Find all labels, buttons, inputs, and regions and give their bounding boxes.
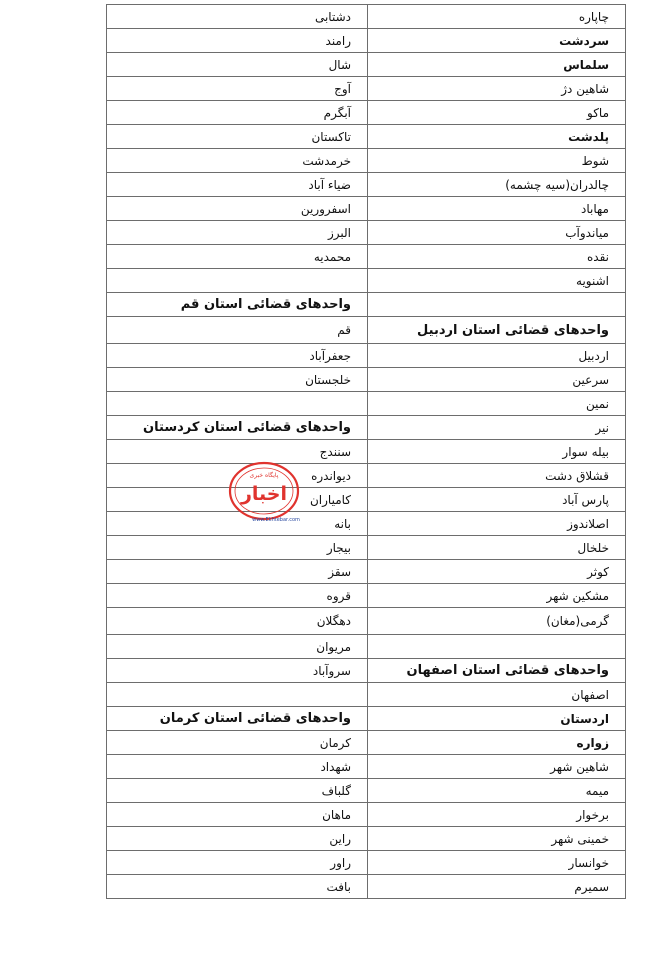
table-row bbox=[107, 245, 626, 269]
table-row bbox=[107, 875, 626, 899]
court-cell-right: پارس آباد bbox=[368, 488, 626, 512]
court-cell-right: مهاباد bbox=[368, 197, 626, 221]
table-row bbox=[107, 779, 626, 803]
table-row bbox=[107, 827, 626, 851]
court-cell-right: اردستان bbox=[368, 707, 626, 731]
table-row bbox=[107, 77, 626, 101]
province-heading-cell: واحدهای قضائی استان کرمان bbox=[107, 707, 368, 731]
court-cell-right: زواره bbox=[368, 731, 626, 755]
table-row bbox=[107, 608, 626, 635]
court-cell-right: ماکو bbox=[368, 101, 626, 125]
court-cell-right: سرعین bbox=[368, 368, 626, 392]
court-cell-left: راور bbox=[107, 851, 368, 875]
court-cell-right: گرمی(مغان) bbox=[368, 608, 626, 635]
court-cell-right: اردبیل bbox=[368, 344, 626, 368]
court-cell-left: بانه bbox=[107, 512, 368, 536]
table-row bbox=[107, 173, 626, 197]
watermark-url-text: www.Ekhtebar.com bbox=[252, 517, 300, 523]
court-cell-right: نقده bbox=[368, 245, 626, 269]
court-cell-right: برخوار bbox=[368, 803, 626, 827]
court-cell-left: دشتابی bbox=[107, 5, 368, 29]
table-row bbox=[107, 293, 626, 317]
table-row bbox=[107, 344, 626, 368]
court-cell-left: سنندج bbox=[107, 440, 368, 464]
court-cell-left: البرز bbox=[107, 221, 368, 245]
table-row bbox=[107, 803, 626, 827]
table-row bbox=[107, 731, 626, 755]
court-cell-left: آوج bbox=[107, 77, 368, 101]
table-row bbox=[107, 149, 626, 173]
court-cell-right bbox=[368, 635, 626, 659]
table-row bbox=[107, 125, 626, 149]
court-cell-left: بافت bbox=[107, 875, 368, 899]
court-cell-right: شاهین شهر bbox=[368, 755, 626, 779]
court-cell-right: بیله سوار bbox=[368, 440, 626, 464]
court-cell-right: اشنویه bbox=[368, 269, 626, 293]
court-cell-left: گلباف bbox=[107, 779, 368, 803]
court-cell-left: دیواندره bbox=[107, 464, 368, 488]
table-row bbox=[107, 659, 626, 683]
court-cell-right: قشلاق دشت bbox=[368, 464, 626, 488]
table-row bbox=[107, 29, 626, 53]
province-heading-cell: واحدهای قضائی استان قم bbox=[107, 293, 368, 317]
court-cell-right: شوط bbox=[368, 149, 626, 173]
court-cell-left: راین bbox=[107, 827, 368, 851]
court-cell-right: خمینی شهر bbox=[368, 827, 626, 851]
court-cell-left bbox=[107, 392, 368, 416]
court-cell-left: خلجستان bbox=[107, 368, 368, 392]
court-cell-left: بیجار bbox=[107, 536, 368, 560]
court-cell-left: اسفرورین bbox=[107, 197, 368, 221]
table-row bbox=[107, 635, 626, 659]
court-cell-left: قم bbox=[107, 317, 368, 344]
court-cell-right: نیر bbox=[368, 416, 626, 440]
table-row bbox=[107, 584, 626, 608]
table-row bbox=[107, 5, 626, 29]
court-cell-left: تاکستان bbox=[107, 125, 368, 149]
court-cell-right: سردشت bbox=[368, 29, 626, 53]
court-cell-right: سلماس bbox=[368, 53, 626, 77]
court-cell-left bbox=[107, 683, 368, 707]
court-cell-left: آبگرم bbox=[107, 101, 368, 125]
court-cell-left: مریوان bbox=[107, 635, 368, 659]
watermark-main-text: اخبار bbox=[240, 483, 288, 505]
table-row bbox=[107, 560, 626, 584]
table-row bbox=[107, 197, 626, 221]
court-cell-left: رامند bbox=[107, 29, 368, 53]
table-row bbox=[107, 683, 626, 707]
courts-table bbox=[106, 4, 626, 899]
court-cell-right: چاپاره bbox=[368, 5, 626, 29]
court-cell-left: سروآباد bbox=[107, 659, 368, 683]
table-row bbox=[107, 488, 626, 512]
court-cell-left: جعفرآباد bbox=[107, 344, 368, 368]
court-cell-left: سقز bbox=[107, 560, 368, 584]
court-cell-left: شال bbox=[107, 53, 368, 77]
court-cell-right bbox=[368, 293, 626, 317]
court-cell-right: پلدشت bbox=[368, 125, 626, 149]
court-cell-left bbox=[107, 269, 368, 293]
court-cell-left: ماهان bbox=[107, 803, 368, 827]
watermark-seal bbox=[224, 457, 308, 527]
table-row bbox=[107, 101, 626, 125]
table-row bbox=[107, 269, 626, 293]
court-cell-right: مشکین شهر bbox=[368, 584, 626, 608]
court-cell-right: میمه bbox=[368, 779, 626, 803]
table-row bbox=[107, 440, 626, 464]
court-cell-right: خوانسار bbox=[368, 851, 626, 875]
table-row bbox=[107, 392, 626, 416]
court-cell-right: کوثر bbox=[368, 560, 626, 584]
table-row bbox=[107, 464, 626, 488]
table-row bbox=[107, 221, 626, 245]
court-cell-left: کامیاران bbox=[107, 488, 368, 512]
province-heading-cell: واحدهای قضائی استان کردستان bbox=[107, 416, 368, 440]
table-row bbox=[107, 851, 626, 875]
table-row bbox=[107, 416, 626, 440]
table-row bbox=[107, 53, 626, 77]
court-cell-right: اصلاندوز bbox=[368, 512, 626, 536]
court-cell-right: شاهین دژ bbox=[368, 77, 626, 101]
court-cell-left: شهداد bbox=[107, 755, 368, 779]
province-heading-cell: واحدهای قضائی استان اصفهان bbox=[368, 659, 626, 683]
table-row bbox=[107, 512, 626, 536]
table-row bbox=[107, 707, 626, 731]
table-row bbox=[107, 536, 626, 560]
table-row bbox=[107, 368, 626, 392]
court-cell-right: سمیرم bbox=[368, 875, 626, 899]
table-body bbox=[107, 5, 626, 899]
court-cell-left: دهگلان bbox=[107, 608, 368, 635]
court-cell-left: قروه bbox=[107, 584, 368, 608]
court-cell-right: میاندوآب bbox=[368, 221, 626, 245]
court-cell-left: محمدیه bbox=[107, 245, 368, 269]
court-cell-left: ضیاء آباد bbox=[107, 173, 368, 197]
table-row bbox=[107, 317, 626, 344]
table-row bbox=[107, 755, 626, 779]
court-cell-left: کرمان bbox=[107, 731, 368, 755]
watermark-top-text: پایگاه خبری bbox=[249, 472, 279, 479]
court-cell-right: خلخال bbox=[368, 536, 626, 560]
court-cell-right: نمین bbox=[368, 392, 626, 416]
court-cell-right: اصفهان bbox=[368, 683, 626, 707]
court-cell-right: چالدران(سیه چشمه) bbox=[368, 173, 626, 197]
court-cell-left: خرمدشت bbox=[107, 149, 368, 173]
province-heading-cell: واحدهای قضائی استان اردبیل bbox=[368, 317, 626, 344]
